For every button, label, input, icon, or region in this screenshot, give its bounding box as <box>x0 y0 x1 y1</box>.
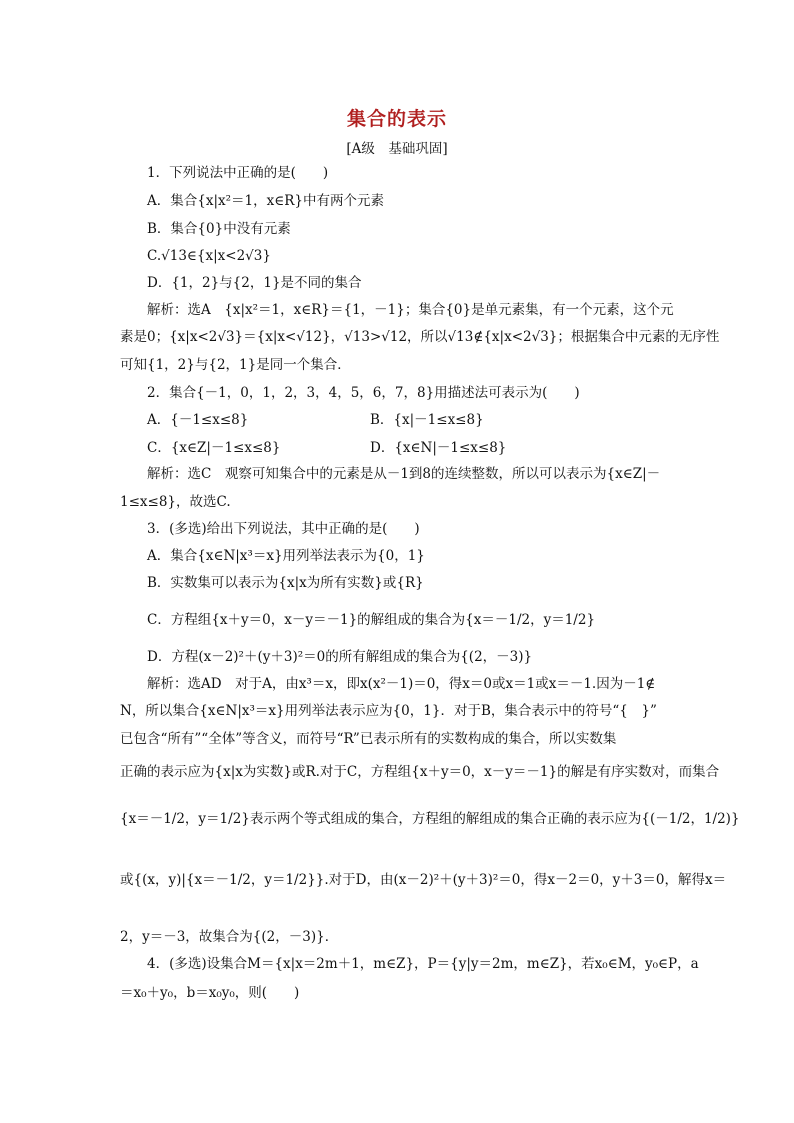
question-3-option-b: B．实数集可以表示为{x|x为所有实数}或{R} <box>147 575 424 591</box>
question-2-option-a: A．{－1≤x≤8} <box>147 412 249 428</box>
question-4-stem: 4．(多选)设集合M＝{x|x＝2m＋1，m∈Z}，P＝{y|y＝2m，m∈Z}，若x₀∈M，y₀∈P，a <box>147 956 699 972</box>
question-2-option-d: D．{x∈N|－1≤x≤8} <box>370 440 507 456</box>
question-3-option-d: D．方程(x－2)²＋(y＋3)²＝0的所有解组成的集合为{(2，－3)} <box>147 649 533 665</box>
question-2-analysis-line: 1≤x≤8}，故选C. <box>120 494 231 510</box>
question-3-analysis-line: 或{(x，y)|{x＝－1/2，y＝1/2}}.对于D，由(x－2)²＋(y＋3)²＝0，得x－2＝0，y＋3＝0，解得x＝ <box>120 872 727 888</box>
question-2-analysis-line: 解析：选C 观察可知集合中的元素是从－1到8的连续整数，所以可以表示为{x∈Z|－ <box>147 466 661 482</box>
question-3-analysis-line: N，所以集合{x∈N|x³＝x}用列举法表示应为{0，1}．对于B，集合表示中的符号“{ }” <box>120 703 657 719</box>
question-3-analysis-line: {x＝－1/2，y＝1/2}表示两个等式组成的集合，方程组的解组成的集合正确的表示应为{(－1/2，1/2)} <box>120 811 740 827</box>
question-3-analysis-line: 2，y＝－3，故集合为{(2，－3)}． <box>120 929 339 945</box>
question-1-option-d: D．{1，2}与{2，1}是不同的集合 <box>147 275 362 291</box>
question-3-analysis-line: 解析：选AD 对于A，由x³＝x，即x(x²－1)＝0，得x＝0或x＝1或x＝－1.因为－1∉ <box>147 676 656 692</box>
question-3-option-c: C．方程组{x＋y＝0，x－y＝－1}的解组成的集合为{x＝－1/2，y＝1/2} <box>147 612 596 628</box>
question-3-analysis-line: 正确的表示应为{x|x为实数}或R.对于C，方程组{x＋y＝0，x－y＝－1}的解是有序实数对，而集合 <box>120 764 720 780</box>
level-heading: [A级 基础巩固] <box>346 141 448 157</box>
question-2-option-c: C．{x∈Z|－1≤x≤8} <box>147 440 281 456</box>
question-1-option-b: B．集合{0}中没有元素 <box>147 221 291 237</box>
question-1-analysis-line: 可知{1，2}与{2，1}是同一个集合． <box>120 357 351 373</box>
question-1-option-c: C.√13∈{x|x<2√3} <box>147 248 271 264</box>
question-2-option-b: B．{x|－1≤x≤8} <box>370 412 484 428</box>
question-3-option-a: A．集合{x∈N|x³＝x}用列举法表示为{0，1} <box>147 548 425 564</box>
page-title: 集合的表示 <box>346 108 447 130</box>
question-1-analysis-line: 解析：选A {x|x²＝1，x∈R}＝{1，－1}；集合{0}是单元素集，有一个元素，这个元 <box>147 302 674 318</box>
question-3-analysis-line: 已包含“所有”“全体”等含义，而符号“R”已表示所有的实数构成的集合，所以实数集 <box>120 731 617 747</box>
question-4-stem-continued: ＝x₀＋y₀，b＝x₀y₀，则( ) <box>120 985 300 1001</box>
question-1-option-a: A．集合{x|x²＝1，x∈R}中有两个元素 <box>147 193 384 209</box>
question-3-stem: 3．(多选)给出下列说法，其中正确的是( ) <box>147 521 420 537</box>
question-2-stem: 2．集合{－1，0，1，2，3，4，5，6，7，8}用描述法可表示为( ) <box>147 385 580 401</box>
question-1-stem: 1．下列说法中正确的是( ) <box>147 165 329 181</box>
question-1-analysis-line: 素是0；{x|x<2√3}＝{x|x<√12}，√13>√12，所以√13∉{x|x<2√3}；根据集合中元素的无序性 <box>120 329 720 345</box>
